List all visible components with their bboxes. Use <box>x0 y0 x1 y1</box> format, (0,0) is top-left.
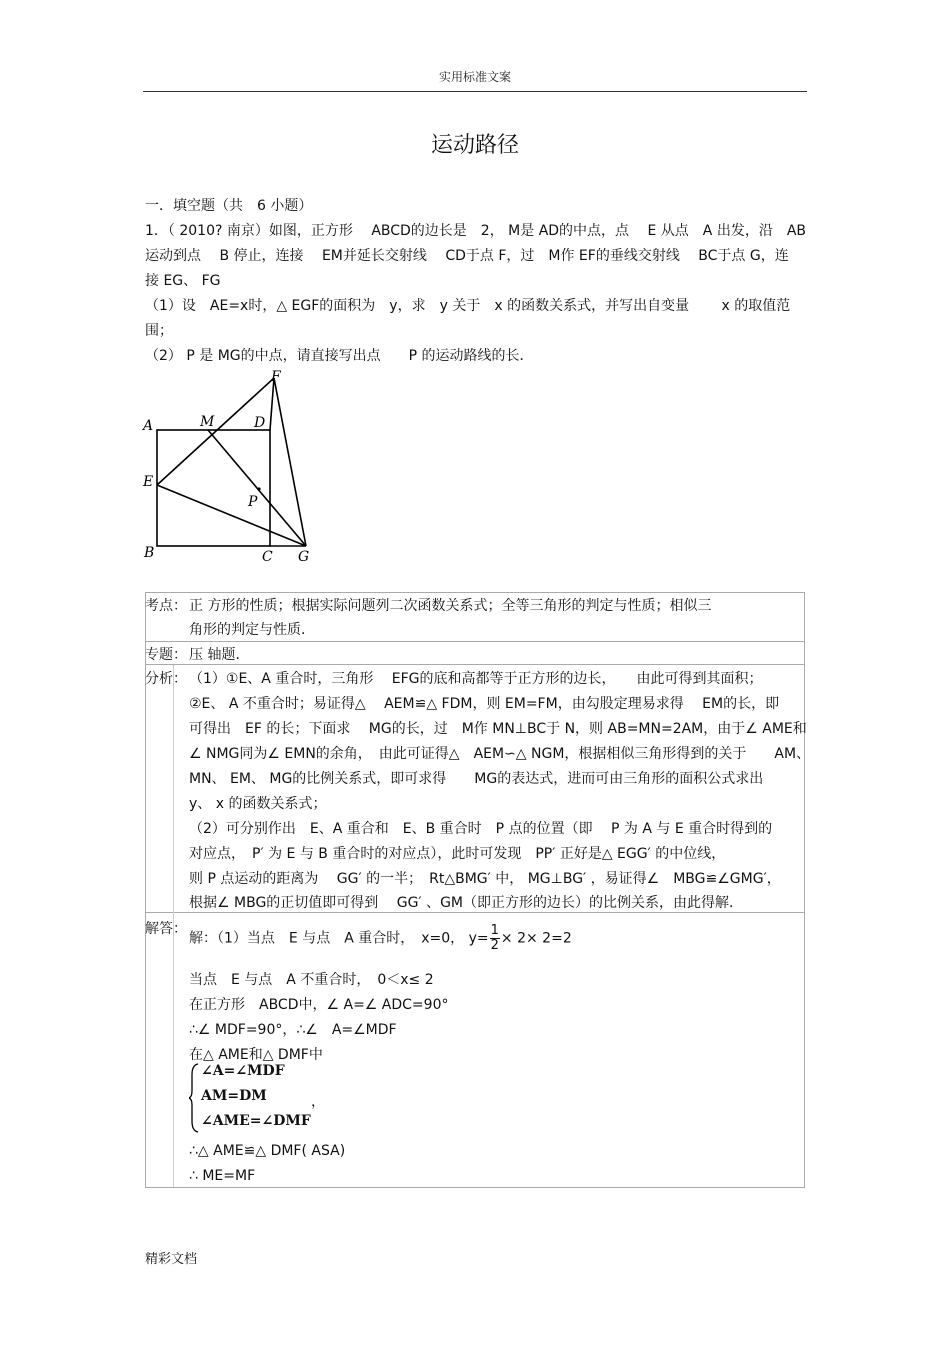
label-b: B <box>144 545 155 561</box>
kaodian-label: 考点： <box>145 598 187 614</box>
problem-line: 围； <box>145 323 173 339</box>
fenxi-text: 对应点， P′ 为 E 与 B 重合时的对应点），此时可发现 PP′ 正好是△ EGG′ 的中位线， <box>189 846 726 862</box>
point-p <box>257 487 260 490</box>
fraction-denominator: 2 <box>490 938 499 953</box>
jieda-text: ∴ ME=MF <box>189 1168 256 1184</box>
jieda-line-1 <box>189 924 572 953</box>
label-e: E <box>143 474 154 490</box>
kaodian-text: 正 方形的性质；根据实际问题列二次函数关系式；全等三角形的判定与性质；相似三 <box>189 598 712 614</box>
label-g: G <box>298 549 310 565</box>
left-brace <box>189 1063 199 1133</box>
geometry-figure <box>140 368 330 566</box>
jieda-text: 在△ AME和△ DMF中 <box>189 1047 323 1063</box>
jieda-line-1-pre: 解：（1）当点 E 与点 A 重合时， x=0， y= <box>189 930 489 947</box>
label-c: C <box>262 549 273 565</box>
label-a: A <box>143 418 154 434</box>
segment-fd <box>270 378 274 430</box>
fenxi-label: 分析： <box>145 671 187 687</box>
table-border <box>804 592 805 1188</box>
table-divider <box>145 912 805 913</box>
system-line: ∠A=∠MDF <box>201 1063 285 1079</box>
table-border <box>145 1187 805 1188</box>
system-line: AM=DM <box>201 1088 267 1104</box>
jieda-text: ∴∠ MDF=90°，∴∠ A=∠MDF <box>189 1022 397 1038</box>
fenxi-text: 则 P 点运动的距离为 GG′ 的一半； Rt△BMG′ 中， MG⊥BG′ ，易证得∠ MBG≌∠GMG′， <box>189 871 781 887</box>
jieda-text: 在正方形 ABCD中，∠ A=∠ ADC=90° <box>189 997 449 1013</box>
fenxi-text: 根据∠ MBG的正切值即可得到 GG′ 、GM（即正方形的边长）的比例关系，由此得解． <box>189 895 743 911</box>
zhuanti-label: 专题： <box>145 647 187 663</box>
fenxi-text: ②E、 A 不重合时；易证得△ AEM≌△ FDM，则 EM=FM，由勾股定理易求得 EM的长，即 <box>189 696 780 712</box>
kaodian-text: 角形的判定与性质． <box>189 622 315 638</box>
system-comma: ， <box>311 1094 325 1110</box>
label-f: F <box>271 369 281 385</box>
fenxi-text: 可得出 EF 的长；下面求 MG的长，过 M作 MN⊥BC于 N，则 AB=MN=2AM，由于∠ AME和 <box>189 721 807 737</box>
problem-line: 接 EG、 FG <box>145 273 221 289</box>
fenxi-text: ∠ NMG同为∠ EMN的余角， 由此可证得△ AEM∽△ NGM，根据相似三角形得到的关于 AM、 <box>189 746 811 762</box>
jieda-text: ∴△ AME≌△ DMF( ASA) <box>189 1143 346 1159</box>
segment-mg <box>208 430 306 546</box>
page-title: 运动路径 <box>430 133 519 158</box>
problem-line: （2） P 是 MG的中点，请直接写出点 P 的运动路线的长． <box>145 348 534 364</box>
label-m: M <box>200 414 215 430</box>
equation-system <box>189 1063 349 1135</box>
fenxi-text: （2）可分别作出 E、A 重合和 E、B 重合时 P 点的位置（即 P 为 A 与 E 重合时得到的 <box>189 821 773 837</box>
label-p: P <box>248 494 258 510</box>
square-abcd <box>157 430 270 546</box>
page-footer: 精彩文档 <box>145 1252 198 1267</box>
page-header: 实用标准文案 <box>438 70 511 84</box>
table-divider <box>145 664 805 665</box>
system-line: ∠AME=∠DMF <box>201 1113 311 1129</box>
problem-line: （1）设 AE=x时，△ EGF的面积为 y，求 y 关于 x 的函数关系式，并写出自变量 x 的取值范 <box>145 298 791 314</box>
segment-ef <box>157 378 274 485</box>
fenxi-text: y、 x 的函数关系式； <box>189 796 327 812</box>
fraction-one-half <box>490 924 500 953</box>
header-rule <box>143 91 807 92</box>
solution-table <box>145 592 811 1188</box>
table-divider <box>145 641 805 642</box>
jieda-label: 解答： <box>145 921 187 937</box>
fenxi-text: （1）①E、A 重合时，三角形 EFG的底和高都等于正方形的边长， 由此可得到其面积； <box>189 671 763 687</box>
problem-line: 运动到点 B 停止，连接 EM并延长交射线 CD于点 F，过 M作 EF的垂线交射线 BC于点 G，连 <box>145 248 789 264</box>
label-d: D <box>254 415 266 431</box>
fraction-numerator: 1 <box>490 923 499 938</box>
jieda-text: 当点 E 与点 A 不重合时， 0＜x≤ 2 <box>189 972 434 988</box>
table-border <box>145 592 805 593</box>
fenxi-text: MN、 EM、 MG的比例关系式，即可求得 MG的表达式，进而可由三角形的面积公式求出 <box>189 771 764 787</box>
section-heading: 一．填空题（共 6 小题） <box>145 198 313 214</box>
zhuanti-text: 压 轴题． <box>189 647 250 663</box>
jieda-line-1-post: × 2× 2=2 <box>500 930 572 947</box>
problem-line: 1．（ 2010? 南京）如图，正方形 ABCD的边长是 2， M是 AD的中点，点 E 从点 A 出发，沿 AB <box>145 223 807 239</box>
segment-fg <box>274 378 306 546</box>
segment-eg <box>157 485 306 546</box>
